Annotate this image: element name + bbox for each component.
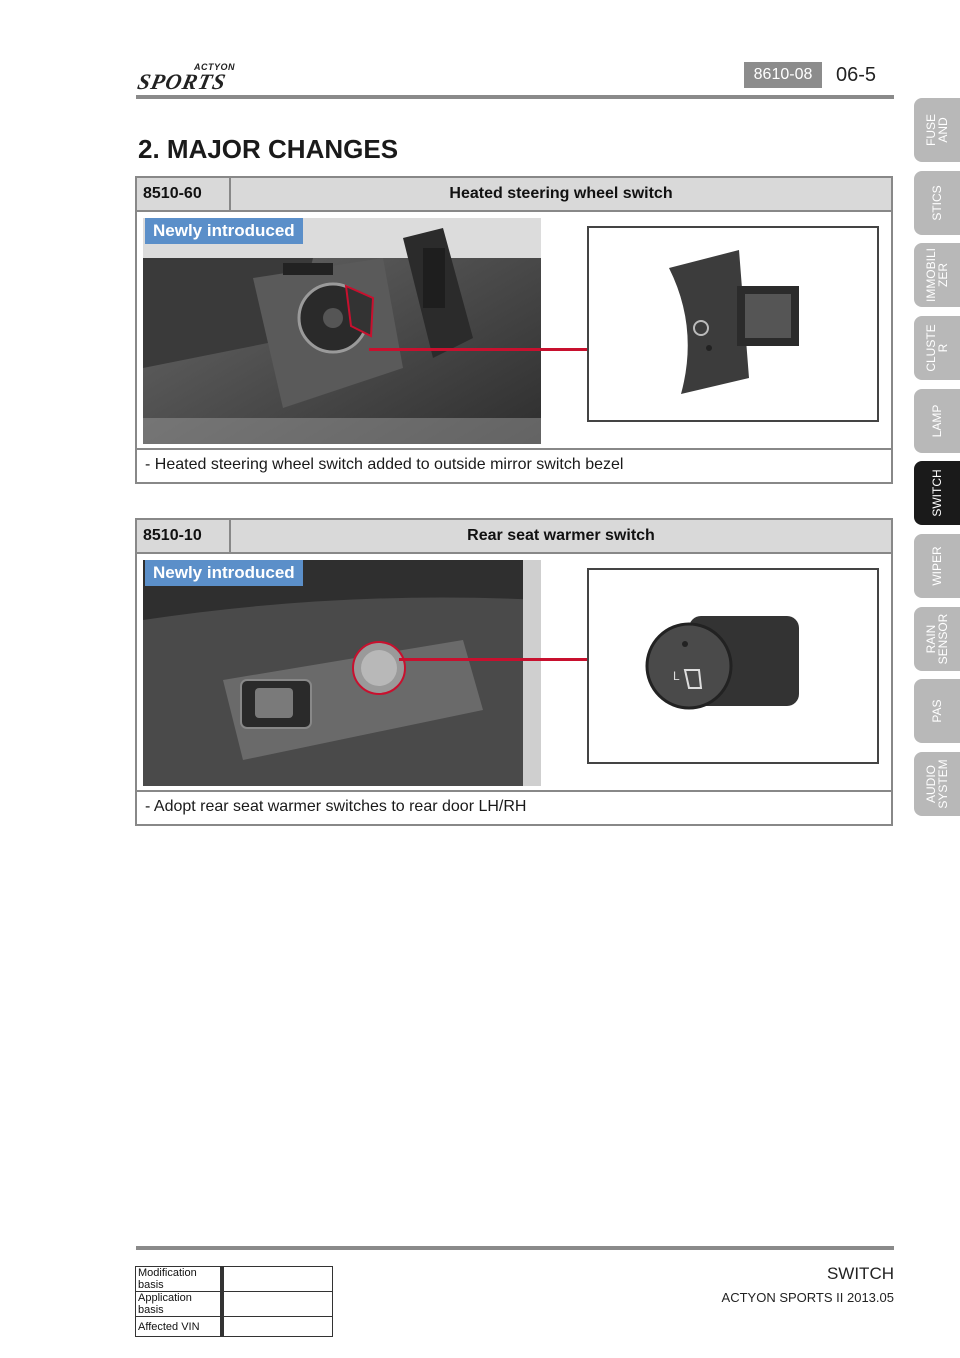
affected-vin-label: Affected VIN [136,1317,222,1337]
affected-vin-value [222,1317,333,1337]
page-number: 06-5 [836,64,877,86]
footer-section-name: SWITCH [826,1264,894,1283]
tab-label: CLUSTE R [924,324,950,372]
panel-header [137,178,891,212]
panel-code: 8510-60 [137,178,231,210]
tab-label: RAIN SENSOR [924,613,950,665]
footer-model-date: ACTYON SPORTS II 2013.05 [721,1290,894,1305]
panel-code: 8510-10 [137,520,231,552]
heated-steering-switch-closeup-icon [589,228,877,420]
newly-introduced-tag: Newly introduced [145,560,303,586]
section-title: 2. MAJOR CHANGES [138,134,399,164]
tab-label: STICS [930,185,944,221]
rear-door-panel-photo [143,560,541,786]
switch-detail-box [587,226,879,422]
logo-small-text: ACTYON [194,62,235,72]
tab-immobilizer[interactable] [914,243,960,307]
tab-switch[interactable] [914,461,960,525]
tab-rain-sensor[interactable] [914,607,960,671]
modification-basis-label: Modification basis [136,1267,222,1292]
tab-label: IMMOBILI ZER [924,248,950,303]
panel-note: - Adopt rear seat warmer switches to rear door LH/RH [145,798,527,815]
tab-fuse-and[interactable] [914,98,960,162]
switch-detail-box [587,568,879,764]
table-row [136,1317,333,1337]
tab-label: LAMP [930,404,944,438]
panel-header [137,520,891,554]
panel-illustration [137,212,891,450]
tab-label: PAS [930,699,944,723]
callout-leader-line [369,348,589,351]
tab-wiper[interactable] [914,534,960,598]
tab-cluster[interactable] [914,316,960,380]
tab-pas[interactable] [914,679,960,743]
application-basis-label: Application basis [136,1292,222,1317]
change-panel-rear-seat-warmer [135,518,893,826]
tab-label: AUDIO SYSTEM [924,759,950,809]
tab-label: FUSE AND [924,114,950,147]
newly-introduced-tag: Newly introduced [145,218,303,244]
panel-name: Rear seat warmer switch [467,527,655,544]
table-row [136,1292,333,1317]
modification-basis-value [222,1267,333,1292]
footer-divider [136,1246,894,1250]
brand-logo [135,62,248,94]
tab-label: WIPER [930,546,944,586]
tab-lamp[interactable] [914,389,960,453]
seat-warmer-switch-closeup-icon [589,570,877,762]
panel-name: Heated steering wheel switch [449,185,673,202]
panel-note: - Heated steering wheel switch added to outside mirror switch bezel [145,456,624,473]
document-code-badge: 8610-08 [744,62,822,88]
callout-leader-line [399,658,589,661]
tab-label: SWITCH [930,469,944,517]
modification-table [135,1266,333,1337]
tab-audio-system[interactable] [914,752,960,816]
header-divider [136,95,894,99]
logo-big-text: SPORTS [135,69,229,94]
dashboard-mirror-switch-photo [143,218,541,444]
panel-illustration [137,554,891,792]
tab-diagnostics[interactable] [914,171,960,235]
change-panel-steering-switch [135,176,893,484]
svg-text:L: L [673,669,680,683]
application-basis-value [222,1292,333,1317]
table-row [136,1267,333,1292]
